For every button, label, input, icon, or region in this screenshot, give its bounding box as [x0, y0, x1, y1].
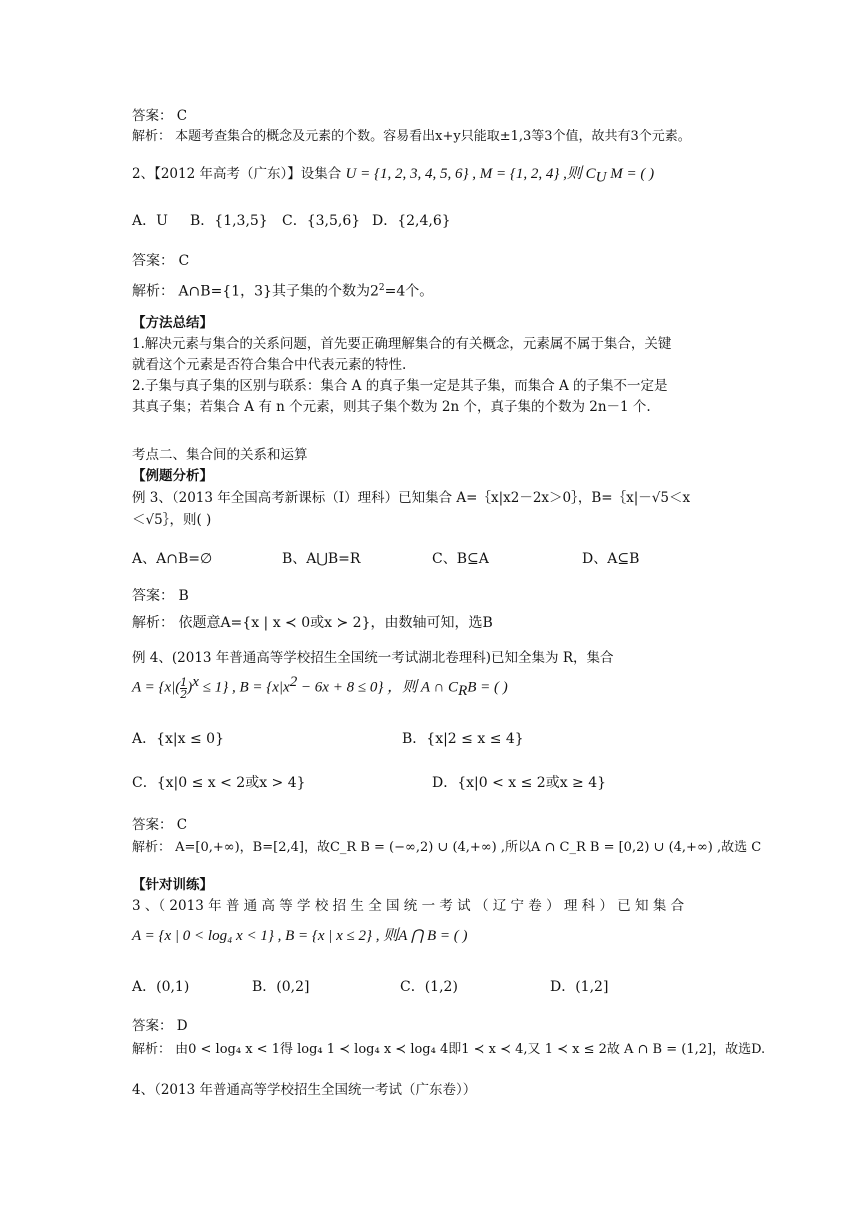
question-4-tail: B = ( ) [467, 679, 508, 696]
complement-subscript: R [458, 683, 468, 700]
analysis-line-2-sup: 2 [378, 283, 385, 293]
question-2-formula-tail: M = ( ) [606, 166, 655, 182]
e4-option-b: B．{x|2 ≤ x ≤ 4} [402, 731, 524, 747]
example-4-line-1: 例 4、(2013 年普通高等学校招生全国统一考试湖北卷理科)已知全集为 R，集合 [132, 650, 614, 666]
answer-line-5: 答案： D [132, 1018, 188, 1034]
set-b-def: , B = {x|x [228, 679, 290, 696]
p3-option-c: C．(1,2) [400, 979, 458, 995]
analysis-line-2 [132, 278, 433, 302]
p3-option-b: B．(0,2] [252, 979, 310, 995]
method-summary-line-2: 就看这个元素是否符合集合中代表元素的特性. [132, 357, 407, 373]
question-2-formula: U = {1, 2, 3, 4, 5, 6} , M = {1, 2, 4} ,则 C [345, 166, 596, 182]
practice-heading: 【针对训练】 [132, 877, 213, 893]
set-b-rest: − 6x + 8 ≤ 0} ，则 A ∩ C [297, 679, 459, 696]
e3-option-a: A、A∩B=∅ [132, 551, 213, 567]
q2-option-c: C．{3,5,6} [282, 213, 361, 229]
q2-option-b: B．{1,3,5} [190, 213, 268, 229]
example-3-line-1: 例 3、（2013 年全国高考新课标（I）理科）已知集合 A=｛x|x2－2x＞0｝，B=｛x|－√5＜x [132, 490, 691, 506]
e3-option-b: B、A⋃B=R [282, 551, 361, 567]
e4-option-c: C．{x|0 ≤ x < 2或x > 4} [132, 775, 306, 791]
question-2 [132, 164, 654, 188]
example-analysis-heading: 【例题分析】 [132, 468, 213, 484]
question-4-heading: 4、（2013 年普通高等学校招生全国统一考试（广东卷）） [132, 1082, 477, 1098]
p3-option-d: D．(1,2] [550, 979, 609, 995]
set-a-def: A = {x|( [132, 679, 181, 696]
answer-line-4: 答案： C [132, 817, 188, 833]
fraction-numerator: 1 [180, 675, 188, 689]
e3-option-c: C、B⊆A [432, 551, 489, 567]
method-summary-line-3: 2.子集与真子集的区别与联系：集合 A 的真子集一定是其子集，而集合 A 的子集不一定是 [132, 378, 668, 394]
practice-3-line-1: 3 、（ 2013 年 普 通 高 等 学 校 招 生 全 国 统 一 考 试 （ 辽 宁 卷 ） 理 科 ） 已 知 集 合 [132, 898, 685, 914]
analysis-line-3: 解析： 依题意A={x | x ≺ 0或x ≻ 2}，由数轴可知，选B [132, 615, 493, 631]
practice-3-line-2: A = {x | 0 < log₄ x < 1} , B = {x | x ≤ 2} , 则A ⋂ B = ( ) [132, 928, 468, 944]
set-a-paren: ) [187, 679, 193, 696]
e4-option-a: A．{x|x ≤ 0} [132, 731, 224, 747]
method-summary-heading: 【方法总结】 [132, 315, 213, 331]
e3-option-d: D、A⊆B [582, 551, 640, 567]
analysis-line-2-text: 解析： A∩B={1，3}其子集的个数为2 [132, 283, 379, 300]
analysis-line-5: 解析： 由0 < log₄ x < 1得 log₄ 1 ≺ log₄ x ≺ log₄ 4即1 ≺ x ≺ 4,又 1 ≺ x ≤ 2故 A ∩ B = (1,2]，故选D. [132, 1042, 766, 1057]
set-b-exponent: 2 [289, 674, 298, 690]
analysis-line-4: 解析： A=[0,+∞)，B=[2,4]，故C_R B = (−∞,2) ∪ (4,+∞) ,所以A ∩ C_R B = [0,2) ∪ (4,+∞) ,故选 C [132, 840, 762, 855]
analysis-line-1: 解析： 本题考查集合的概念及元素的个数。容易看出x+y只能取±1,3等3个值，故共有3个元素。 [132, 129, 691, 144]
question-2-subscript: U [595, 169, 607, 186]
analysis-line-2-tail: =4个。 [384, 283, 434, 300]
section-heading: 考点二、集合间的关系和运算 [132, 447, 308, 463]
q2-option-d: D．{2,4,6} [372, 213, 451, 229]
example-4-line-2 [132, 672, 508, 701]
method-summary-line-1: 1.解决元素与集合的关系问题，首先要正确理解集合的有关概念，元素属不属于集合，关键 [132, 336, 672, 352]
answer-line-3: 答案： B [132, 588, 189, 604]
question-2-stem: 2、【2012 年高考（广东）】设集合 [132, 166, 342, 182]
answer-line-2: 答案： C [132, 253, 190, 269]
set-a-exponent: x [192, 674, 199, 690]
p3-option-a: A．(0,1) [132, 979, 190, 995]
answer-line-1: 答案： C [132, 108, 188, 124]
fraction-denominator: 2 [180, 687, 188, 701]
set-a-ineq: ≤ 1} [198, 679, 229, 696]
e4-option-d: D．{x|0 < x ≤ 2或x ≥ 4} [432, 775, 607, 791]
q2-option-a: A．U [132, 213, 168, 229]
example-3-line-2: ＜√5｝，则( ) [132, 512, 212, 528]
method-summary-line-4: 其真子集；若集合 A 有 n 个元素，则其子集个数为 2n 个，真子集的个数为 2n－1 个. [132, 399, 651, 415]
